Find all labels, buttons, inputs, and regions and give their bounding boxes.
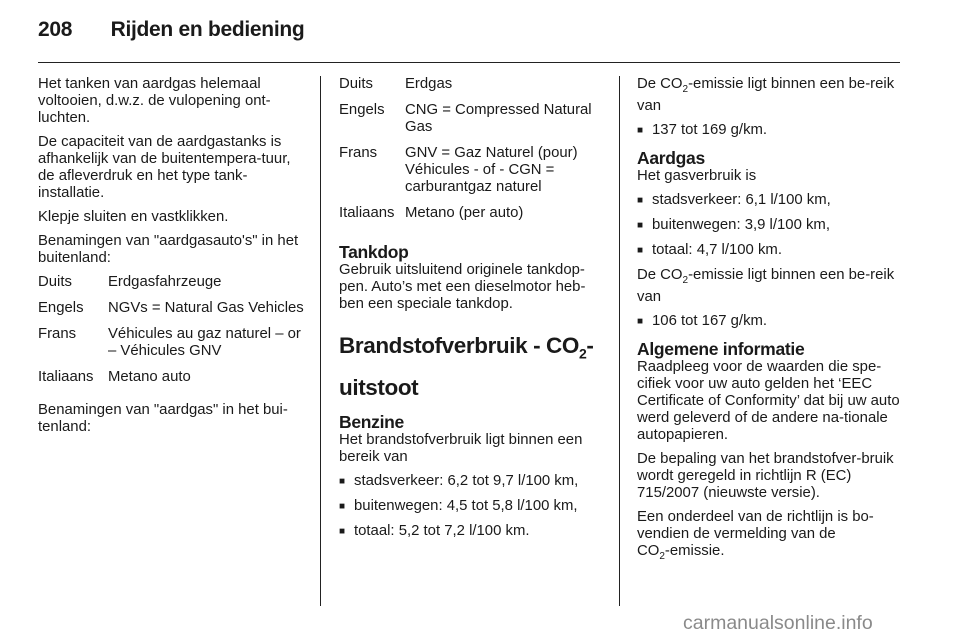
aardgas-heading: Aardgas xyxy=(637,147,705,168)
page-header xyxy=(38,18,304,48)
paragraph: Klepje sluiten en vastklikken. xyxy=(38,209,229,225)
paragraph xyxy=(637,76,903,115)
vehicle-names-table xyxy=(38,274,304,395)
paragraph xyxy=(637,267,903,306)
table-value: NGVs = Natural Gas Vehicles xyxy=(108,300,304,316)
column-divider-1 xyxy=(320,76,321,606)
aardgas-co2-list xyxy=(637,313,903,330)
table-lang: Duits xyxy=(38,274,72,290)
paragraph: Benamingen van "aardgasauto's" in het buitenland: xyxy=(38,233,299,266)
paragraph: Raadpleeg voor de waarden die spe-cifiek voor uw auto gelden het ‘EEC Certificate of Conformity’ dat bij uw auto werd geleverd of de andere na-tionale autopapieren. xyxy=(637,358,900,443)
table-lang: Italiaans xyxy=(339,205,395,221)
paragraph: Gebruik uitsluitend originele tankdop-pen. Auto’s met een dieselmotor heb-ben een speciale tankdop. xyxy=(339,262,586,312)
heading-subscript: 2 xyxy=(579,345,587,362)
table-value: Metano auto xyxy=(108,369,191,385)
section-heading xyxy=(339,329,605,405)
text: CO xyxy=(637,542,660,559)
subscript: 2 xyxy=(682,83,689,95)
aardgas-consumption-list xyxy=(637,192,903,259)
list-item: ■ stadsverkeer: 6,2 tot 9,7 l/100 km, xyxy=(339,473,605,490)
column-3 xyxy=(637,76,903,572)
heading-text: uitstoot xyxy=(339,374,419,400)
column-2 xyxy=(339,76,605,548)
subscript: 2 xyxy=(682,274,689,286)
text: -emissie ligt binnen een be-reik van xyxy=(637,76,895,114)
benzine-co2-list xyxy=(637,122,903,139)
table-lang: Frans xyxy=(38,326,77,342)
paragraph: De capaciteit van de aardgastanks is afhankelijk van de buitentempera-tuur, de afleverdruk en het type tank-installatie. xyxy=(38,134,291,201)
list-item: ■ 106 tot 167 g/km. xyxy=(637,313,903,330)
paragraph xyxy=(637,509,903,565)
column-divider-2 xyxy=(619,76,620,606)
tankdop-heading: Tankdop xyxy=(339,242,409,262)
heading-text: Brandstofverbruik - CO xyxy=(339,333,579,358)
paragraph: Het brandstofverbruik ligt binnen een bereik van xyxy=(339,431,583,465)
paragraph: Het tanken van aardgas helemaal voltooien, d.w.z. de vulopening ont-luchten. xyxy=(38,76,271,126)
column-1 xyxy=(38,76,304,443)
subscript: 2 xyxy=(659,550,665,562)
benzine-heading: Benzine xyxy=(339,411,404,432)
paragraph: Het gasverbruik is xyxy=(637,167,757,184)
list-item: ■ 137 tot 169 g/km. xyxy=(637,122,903,139)
text: De CO xyxy=(637,76,683,92)
table-value: Véhicules au gaz naturel – or – Véhicules GNV xyxy=(108,326,301,359)
heading-text: - xyxy=(586,333,594,358)
table-lang: Frans xyxy=(339,145,378,161)
list-item: ■ buitenwegen: 4,5 tot 5,8 l/100 km, xyxy=(339,498,605,515)
benzine-consumption-list xyxy=(339,473,605,540)
table-value: Erdgasfahrzeuge xyxy=(108,274,222,290)
text: De CO xyxy=(637,266,683,283)
list-item: ■ totaal: 5,2 tot 7,2 l/100 km. xyxy=(339,523,605,540)
text: -emissie. xyxy=(664,542,725,559)
table-lang: Duits xyxy=(339,76,373,92)
gas-names-table xyxy=(339,76,605,231)
table-lang: Engels xyxy=(339,102,385,118)
paragraph: De bepaling van het brandstofver-bruik wordt geregeld in richtlijn R (EC) 715/2007 (nieuwste versie). xyxy=(637,450,894,501)
list-item: ■ stadsverkeer: 6,1 l/100 km, xyxy=(637,192,903,209)
text: -emissie ligt binnen een be-reik van xyxy=(637,266,895,305)
algemeen-heading: Algemene informatie xyxy=(637,338,805,359)
table-lang: Engels xyxy=(38,300,84,316)
table-lang: Italiaans xyxy=(38,369,94,385)
list-item: ■ buitenwegen: 3,9 l/100 km, xyxy=(637,217,903,234)
list-item: ■ totaal: 4,7 l/100 km. xyxy=(637,242,903,259)
table-value: Erdgas xyxy=(405,76,453,92)
page-number: 208 xyxy=(38,18,73,41)
table-value: GNV = Gaz Naturel (pour) Véhicules - of - CGN = carburantgaz naturel xyxy=(405,145,578,195)
table-value: Metano (per auto) xyxy=(405,205,524,221)
page-title: Rijden en bediening xyxy=(110,18,305,41)
header-rule xyxy=(38,62,900,63)
table-value: CNG = Compressed Natural Gas xyxy=(405,102,592,135)
watermark: carmanualsonline.info xyxy=(683,612,873,634)
paragraph: Benamingen van "aardgas" in het bui-tenland: xyxy=(38,402,288,435)
text: Een onderdeel van de richtlijn is bo-vendien de vermelding van de xyxy=(637,508,874,542)
